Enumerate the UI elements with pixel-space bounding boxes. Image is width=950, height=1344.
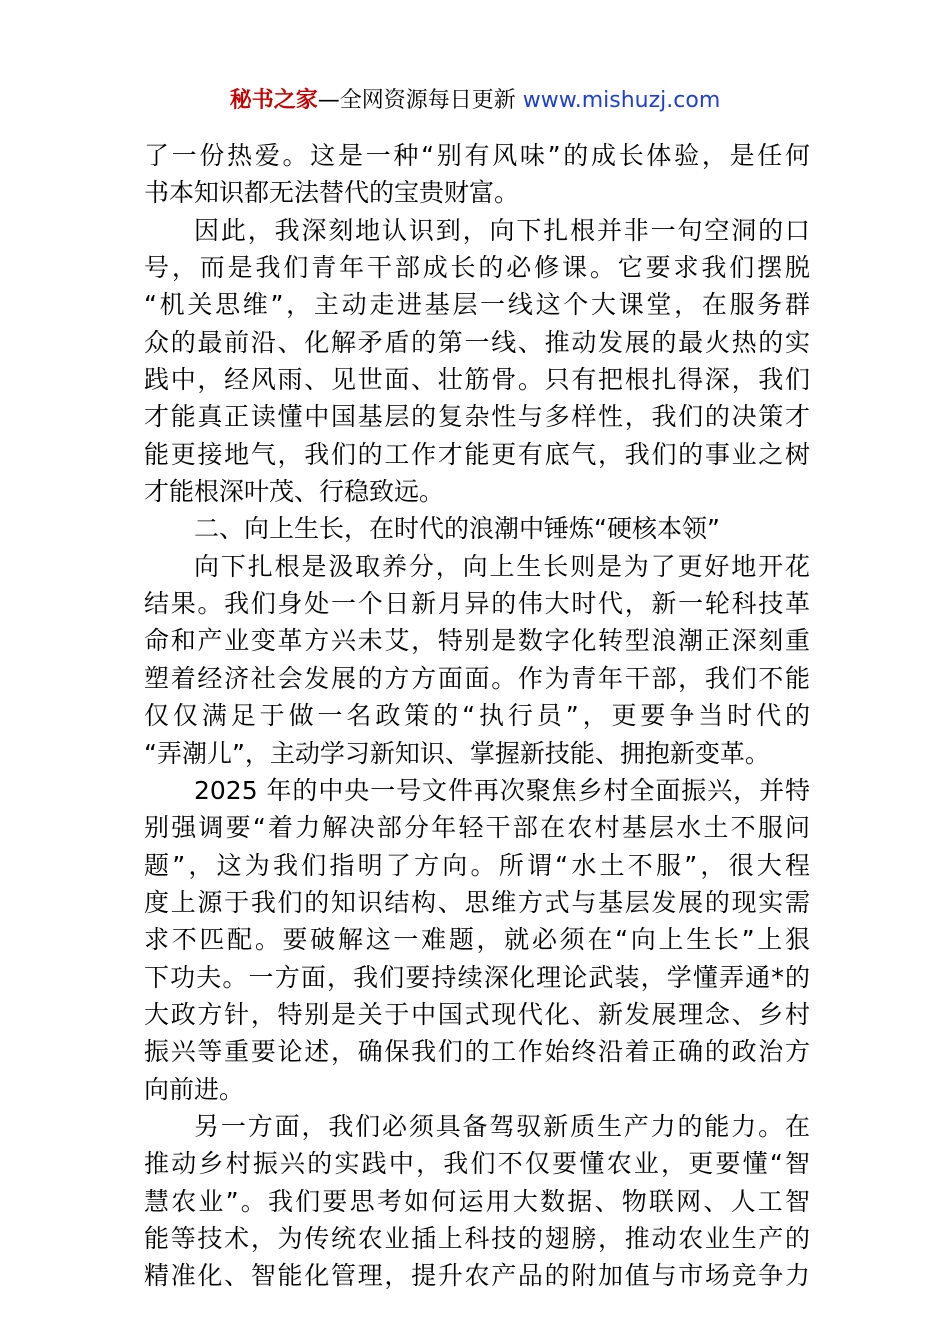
text-line: 书本知识都无法替代的宝贵财富。 [144, 178, 520, 208]
document-body [144, 137, 810, 1295]
text-line: 践中，经风雨、见世面、壮筋骨。只有把根扎得深，我们 [144, 365, 810, 395]
text-line: 二、向上生长，在时代的浪潮中锤炼“硬核本领” [194, 514, 720, 544]
text-line: “弄潮儿”，主动学习新知识、掌握新技能、拥抱新变革。 [144, 738, 770, 768]
text-line: 结果。我们身处一个日新月异的伟大时代，新一轮科技革 [144, 589, 810, 619]
header-tagline: —全网资源每日更新 [317, 88, 523, 113]
brand-name: 秘书之家 [229, 88, 318, 113]
text-line: “机关思维”，主动走进基层一线这个大课堂，在服务群 [144, 290, 810, 320]
text-line: 别强调要“着力解决部分年轻干部在农村基层水土不服问 [144, 813, 810, 843]
text-line: 塑着经济社会发展的方方面面。作为青年干部，我们不能 [144, 663, 810, 693]
text-line: 向前进。 [144, 1074, 245, 1104]
text-line: 能更接地气，我们的工作才能更有底气，我们的事业之树 [144, 439, 810, 469]
text-line: 慧农业”。我们要思考如何运用大数据、物联网、人工智 [144, 1186, 810, 1216]
text-line: 众的最前沿、化解矛盾的第一线、推动发展的最火热的实 [144, 327, 810, 357]
text-line: 向下扎根是汲取养分，向上生长则是为了更好地开花 [194, 551, 810, 581]
text-line: 推动乡村振兴的实践中，我们不仅要懂农业，更要懂“智 [144, 1149, 810, 1179]
text-line: 精准化、智能化管理，提升农产品的附加值与市场竞争力 [144, 1261, 810, 1291]
page-header [0, 86, 950, 116]
text-line: 才能根深叶茂、行稳致远。 [144, 477, 445, 507]
text-line: 题”，这为我们指明了方向。所谓“水土不服”，很大程 [144, 850, 810, 880]
text-line: 大政方针，特别是关于中国式现代化、新发展理念、乡村 [144, 999, 810, 1029]
text-line: 因此，我深刻地认识到，向下扎根并非一句空洞的口 [194, 215, 810, 245]
text-line: 另一方面，我们必须具备驾驭新质生产力的能力。在 [194, 1111, 810, 1141]
text-line: 2025 年的中央一号文件再次聚焦乡村全面振兴，并特 [194, 775, 810, 805]
text-line: 命和产业变革方兴未艾，特别是数字化转型浪潮正深刻重 [144, 626, 810, 656]
text-line: 才能真正读懂中国基层的复杂性与多样性，我们的决策才 [144, 402, 810, 432]
text-line: 能等技术，为传统农业插上科技的翅膀，推动农业生产的 [144, 1223, 810, 1253]
text-line: 了一份热爱。这是一种“别有风味”的成长体验，是任何 [144, 141, 810, 170]
text-line: 仅仅满足于做一名政策的“执行员”，更要争当时代的 [144, 701, 810, 731]
site-url-link[interactable]: www.mishuzj.com [522, 88, 721, 113]
text-line: 度上源于我们的知识结构、思维方式与基层发展的现实需 [144, 887, 810, 917]
text-line: 下功夫。一方面，我们要持续深化理论武装，学懂弄通*的 [144, 962, 810, 992]
text-line: 求不匹配。要破解这一难题，就必须在“向上生长”上狠 [144, 925, 810, 955]
text-line: 振兴等重要论述，确保我们的工作始终沿着正确的政治方 [144, 1037, 810, 1067]
text-line: 号，而是我们青年干部成长的必修课。它要求我们摆脱 [144, 253, 810, 283]
